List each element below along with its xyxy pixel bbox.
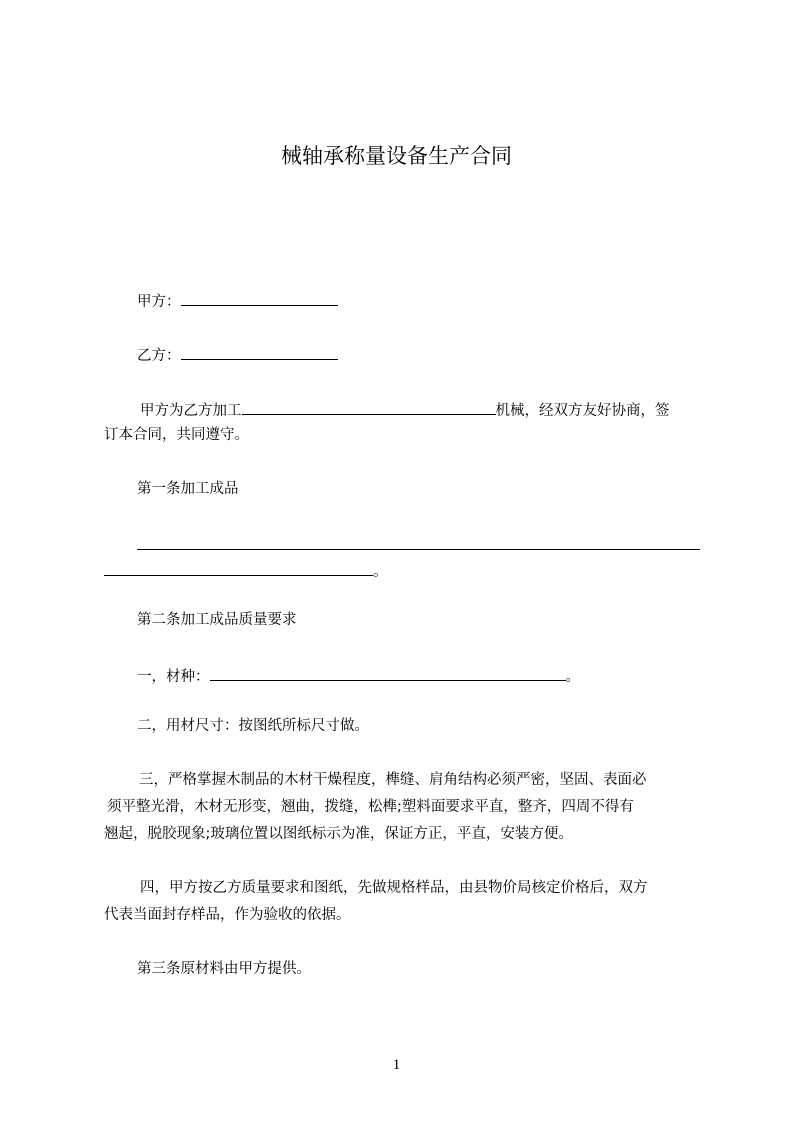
party-a-blank xyxy=(181,290,338,306)
page-number: 1 xyxy=(392,1057,401,1073)
article2-item4-line1: 四，甲方按乙方质量要求和图纸，先做规格样品，由县物价局核定价格后，双方 xyxy=(140,880,648,896)
intro-text-2: 机械，经双方友好协商，签 xyxy=(495,403,670,419)
party-a-line xyxy=(137,290,338,312)
material-label: 一，材种： xyxy=(137,669,210,685)
article2-item1 xyxy=(137,665,580,687)
article1-heading: 第一条加工成品 xyxy=(137,481,239,497)
party-a-label: 甲方： xyxy=(137,294,181,310)
material-blank xyxy=(210,665,566,681)
article1-blank-line-2 xyxy=(104,560,388,582)
article1-blank-1 xyxy=(137,534,700,550)
article2-item4-line2: 代表当面封存样品，作为验收的依据。 xyxy=(104,907,351,923)
article2-item2: 二，用材尺寸：按图纸所标尺寸做。 xyxy=(137,718,369,734)
machinery-blank xyxy=(242,399,496,415)
material-end: 。 xyxy=(565,669,580,685)
article2-heading: 第二条加工成品质量要求 xyxy=(137,612,297,628)
party-b-line xyxy=(137,344,338,366)
party-b-blank xyxy=(181,344,338,360)
article2-item3-line2: 须平整光滑，木材无形变，翘曲，拨缝，松榫;塑料面要求平直，整齐，四周不得有 xyxy=(107,799,634,815)
intro-line-2: 订本合同，共同遵守。 xyxy=(104,427,249,443)
article3-heading: 第三条原材料由甲方提供。 xyxy=(137,961,311,977)
article1-end: 。 xyxy=(373,564,388,580)
document-title: 械轴承称量设备生产合同 xyxy=(281,144,512,168)
intro-text-1: 甲方为乙方加工 xyxy=(140,403,242,419)
intro-line-1 xyxy=(140,399,670,421)
party-b-label: 乙方： xyxy=(137,348,181,364)
article2-item3-line3: 翘起，脱胶现象;玻璃位置以图纸标示为准，保证方正，平直，安装方便。 xyxy=(104,826,573,842)
article2-item3-line1: 三，严格掌握木制品的木材干燥程度，榫缝、肩角结构必须严密，坚固、表面必 xyxy=(139,772,647,788)
article1-blank-2 xyxy=(104,560,373,576)
article1-blank-line-1 xyxy=(137,534,700,556)
